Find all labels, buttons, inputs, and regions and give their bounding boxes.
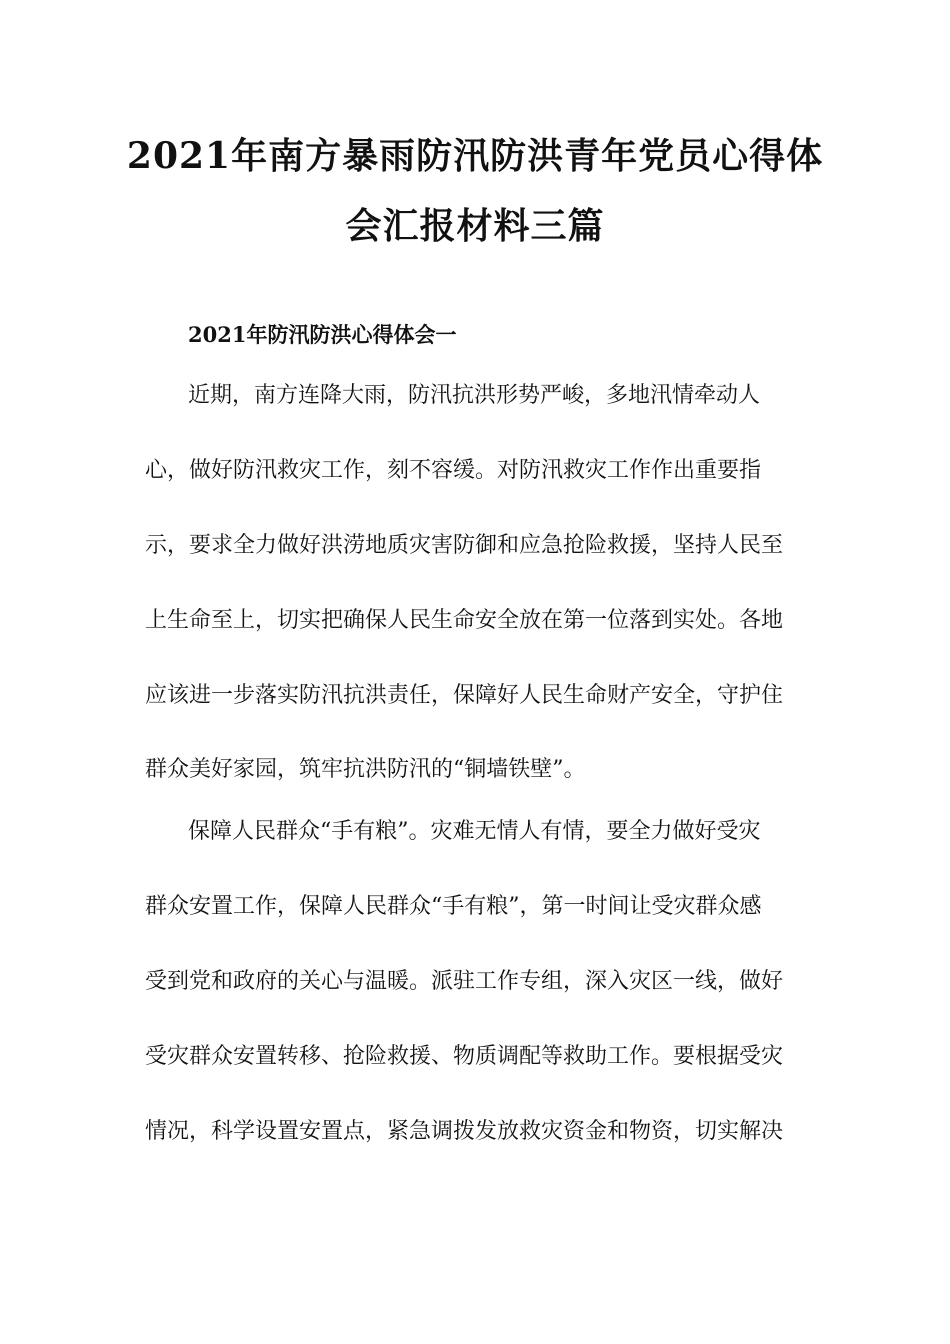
paragraph-2-line: 情况，科学设置安置点，紧急调拨发放救灾资金和物资，切实解决 xyxy=(145,1119,784,1144)
paragraph-1-line: 心，做好防汛救灾工作，刻不容缓。对防汛救灾工作作出重要指 xyxy=(145,458,762,483)
paragraph-1-line: 群众美好家园，筑牢抗洪防汛的“铜墙铁壁”。 xyxy=(145,757,586,782)
paragraph-2-line: 保障人民群众“手有粮”。灾难无情人有情，要全力做好受灾 xyxy=(188,819,761,844)
paragraph-1-line: 应该进一步落实防汛抗洪责任，保障好人民生命财产安全，守护住 xyxy=(145,683,784,708)
paragraph-1-line: 示，要求全力做好洪涝地质灾害防御和应急抢险救援，坚持人民至 xyxy=(145,533,784,558)
section-heading: 2021年防汛防洪心得体会一 xyxy=(188,322,457,347)
paragraph-2-line: 群众安置工作，保障人民群众“手有粮”，第一时间让受灾群众感 xyxy=(145,894,762,919)
document-title-line-2: 会汇报材料三篇 xyxy=(345,205,605,247)
paragraph-1-line: 上生命至上，切实把确保人民生命安全放在第一位落到实处。各地 xyxy=(145,608,784,633)
document-title-line-1: 2021年南方暴雨防汛防洪青年党员心得体 xyxy=(126,135,824,177)
paragraph-2-line: 受灾群众安置转移、抢险救援、物质调配等救助工作。要根据受灾 xyxy=(145,1044,784,1069)
paragraph-2-line: 受到党和政府的关心与温暖。派驻工作专组，深入灾区一线，做好 xyxy=(145,969,784,994)
paragraph-1-line: 近期，南方连降大雨，防汛抗洪形势严峻，多地汛情牵动人 xyxy=(188,383,761,408)
